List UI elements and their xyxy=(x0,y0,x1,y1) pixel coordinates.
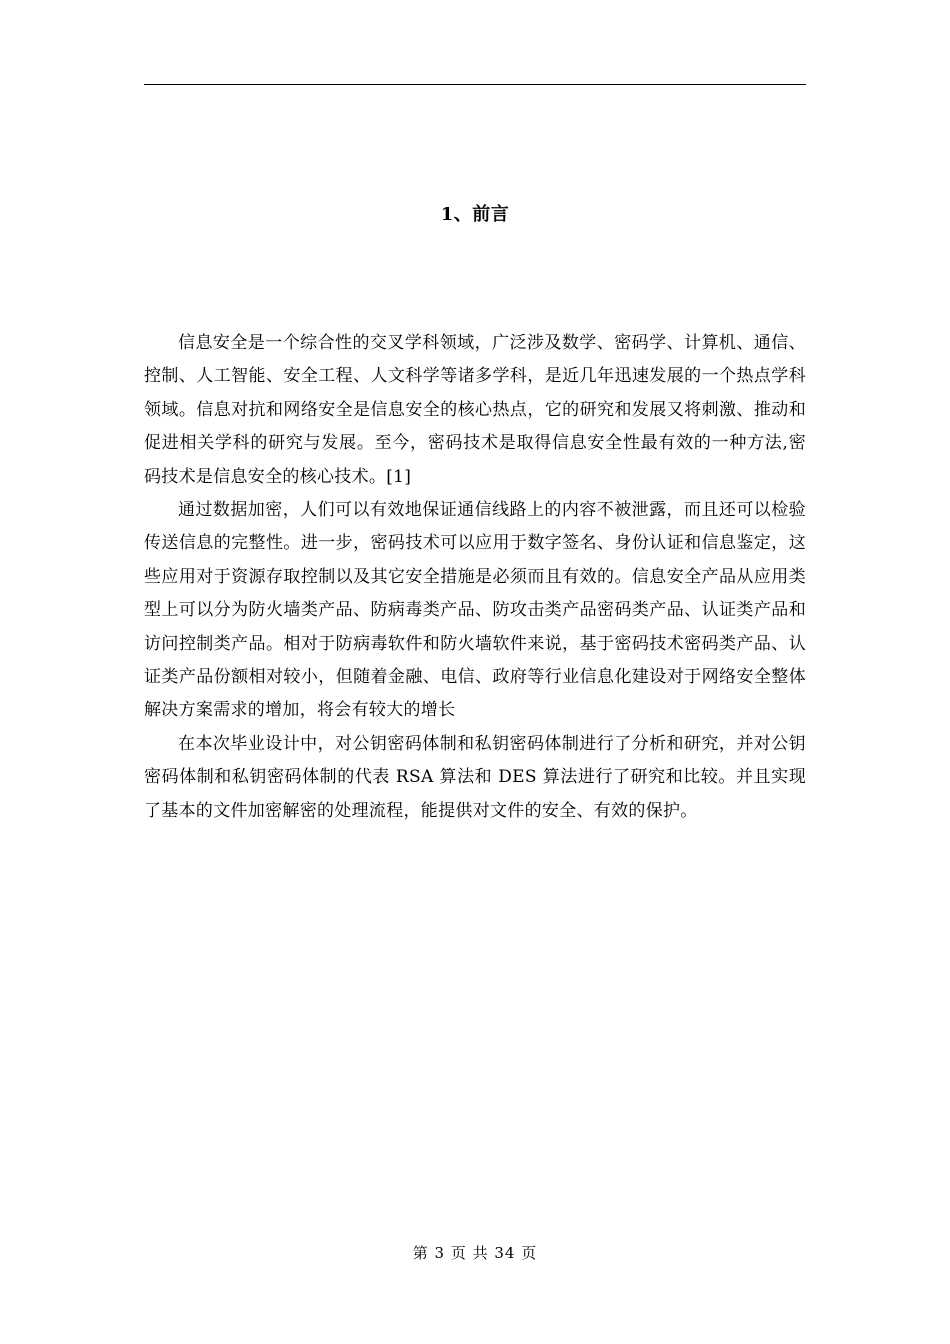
page-number-footer: 第 3 页 共 34 页 xyxy=(412,1244,538,1262)
body-text xyxy=(144,327,806,828)
section-title: 1、前言 xyxy=(440,204,510,225)
paragraph-intro: 信息安全是一个综合性的交叉学科领域，广泛涉及数学、密码学、计算机、通信、控制、人工智能、安全工程、人文科学等诸多学科，是近几年迅速发展的一个热点学科领域。信息对抗和网络安全是信息安全的核心热点，它的研究和发展又将刺激、推动和促进相关学科的研究与发展。至今，密码技术是取得信息安全性最有效的一种方法,密码技术是信息安全的核心技术。[1] xyxy=(144,333,806,487)
paragraph-project: 在本次毕业设计中，对公钥密码体制和私钥密码体制进行了分析和研究，并对公钥密码体制和私钥密码体制的代表 RSA 算法和 DES 算法进行了研究和比较。并且实现了基本的文件加密解密的处理流程，能提供对文件的安全、有效的保护。 xyxy=(144,733,806,821)
header-rule xyxy=(144,84,806,85)
paragraph-encryption: 通过数据加密，人们可以有效地保证通信线路上的内容不被泄露，而且还可以检验传送信息的完整性。进一步，密码技术可以应用于数字签名、身份认证和信息鉴定，这些应用对于资源存取控制以及其它安全措施是必须而且有效的。信息安全产品从应用类型上可以分为防火墙类产品、防病毒类产品、防攻击类产品密码类产品、认证类产品和访问控制类产品。相对于防病毒软件和防火墙软件来说，基于密码技术密码类产品、认证类产品份额相对较小，但随着金融、电信、政府等行业信息化建设对于网络安全整体解决方案需求的增加，将会有较大的增长 xyxy=(144,500,806,721)
